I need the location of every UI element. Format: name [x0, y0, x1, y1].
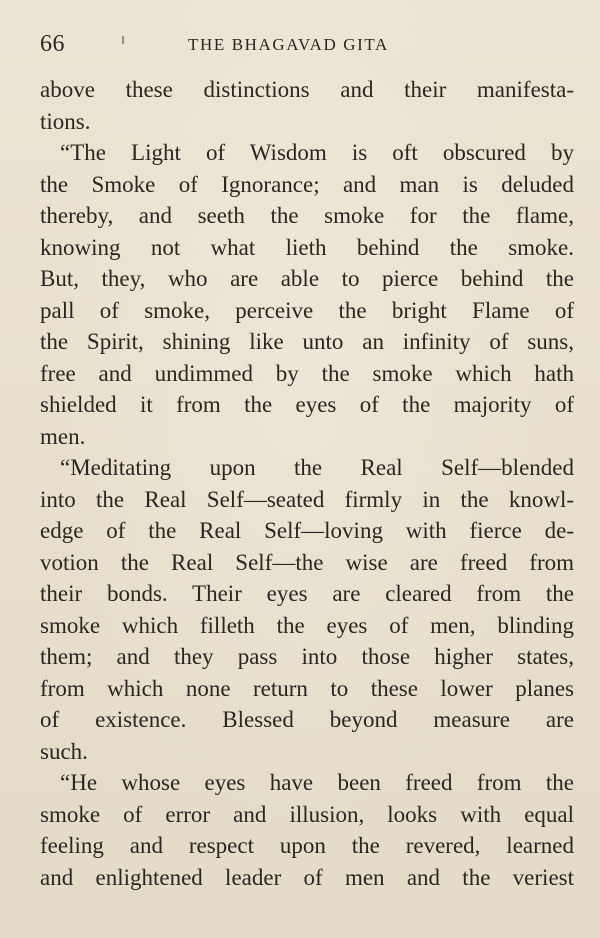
print-speck [122, 36, 124, 44]
text-line: feeling and respect upon the revered, learned [40, 833, 574, 858]
text-line: of existence. Blessed beyond measure are [40, 707, 574, 732]
text-line: “He whose eyes have been freed from the [60, 770, 574, 795]
body-text [40, 74, 574, 893]
text-line: thereby, and seeth the smoke for the flame, [40, 203, 574, 228]
text-line: smoke which filleth the eyes of men, blinding [40, 612, 574, 638]
text-line: tions. [40, 108, 91, 134]
page-number: 66 [40, 31, 65, 57]
text-line: knowing not what lieth behind the smoke. [40, 234, 574, 260]
text-line: their bonds. Their eyes are cleared from the [40, 581, 574, 606]
text-line: above these distinctions and their manifesta- [40, 77, 574, 102]
page-header [40, 28, 574, 60]
text-line: edge of the Real Self—loving with fierce de- [40, 518, 574, 543]
text-line: men. [40, 423, 86, 449]
running-title: THE BHAGAVAD GITA [188, 35, 389, 54]
text-line: pall of smoke, perceive the bright Flame of [40, 297, 574, 323]
text-line: the Spirit, shining like unto an infinity of suns, [40, 329, 574, 354]
text-line: from which none return to these lower planes [40, 675, 574, 701]
text-line: But, they, who are able to pierce behind the [40, 266, 574, 291]
text-line: “Meditating upon the Real Self—blended [60, 455, 574, 480]
text-line: votion the Real Self—the wise are freed from [40, 549, 574, 575]
text-line: such. [40, 738, 88, 764]
text-line: “The Light of Wisdom is oft obscured by [60, 140, 574, 165]
text-line: shielded it from the eyes of the majority of [40, 392, 574, 417]
text-line: them; and they pass into those higher states, [40, 644, 574, 669]
text-line: free and undimmed by the smoke which hath [40, 360, 574, 386]
text-line: the Smoke of Ignorance; and man is deluded [40, 171, 574, 197]
text-line: and enlightened leader of men and the veriest [40, 864, 574, 890]
text-line: into the Real Self—seated firmly in the knowl- [40, 486, 574, 512]
text-line: smoke of error and illusion, looks with equal [40, 801, 574, 827]
